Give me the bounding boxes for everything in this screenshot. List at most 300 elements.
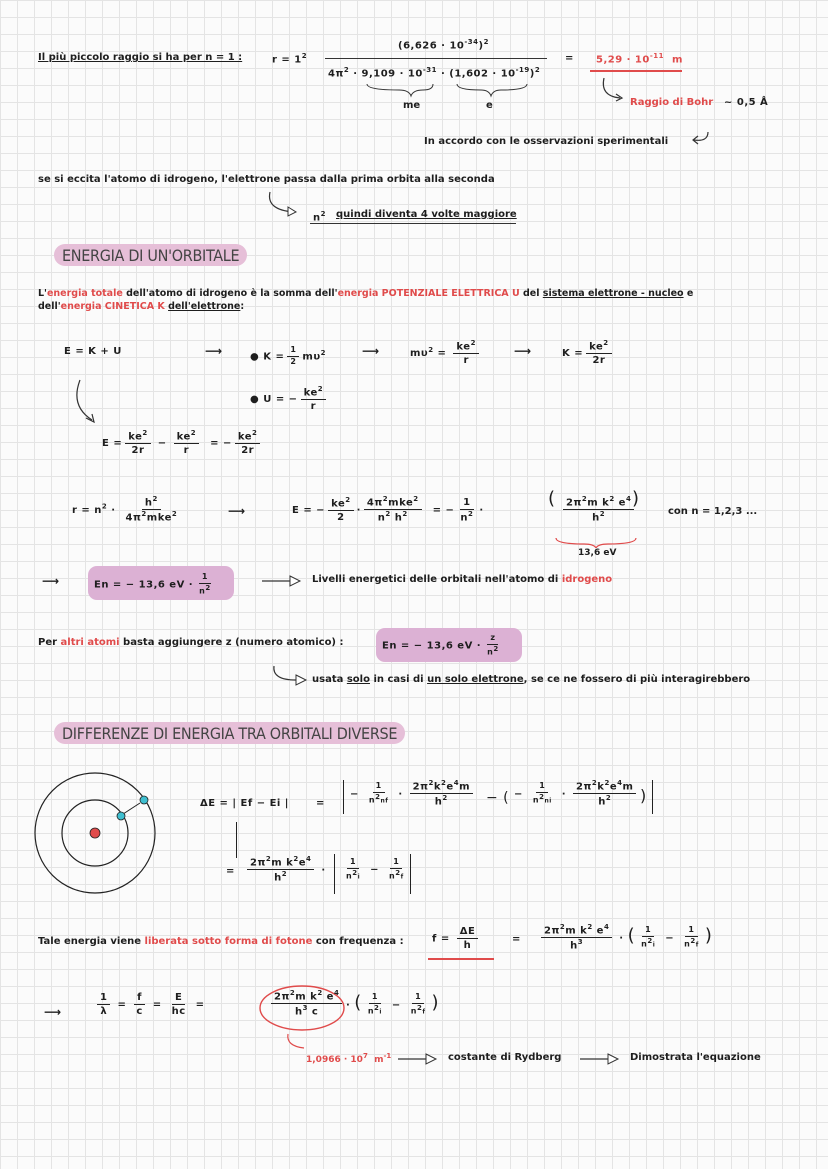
- ef-den: $n^2nf$: [368, 793, 389, 805]
- mv2-eq: mυ: [410, 348, 429, 360]
- arrow-right-icon: ⟶: [42, 574, 60, 588]
- eb2-num: [364, 496, 422, 510]
- u-ke2: ke: [303, 387, 318, 399]
- fq-d1-exp: 2: [647, 937, 653, 945]
- eb2-exp2: 2: [413, 495, 419, 503]
- fq-paren-r: ): [704, 924, 713, 946]
- p-ul1: sistema elettrone - nucleo: [542, 288, 684, 299]
- p-mid1: dell'atomo di idrogeno è la somma dell': [122, 288, 338, 299]
- e-sum-frac3: [235, 430, 261, 456]
- k-res-fraction: [586, 340, 612, 366]
- final-expression: $\frac{2\pi^2m k^2e^4}{h^2}$ ·: [244, 856, 326, 884]
- r-frac-num: [142, 496, 161, 510]
- es-minus: −: [157, 438, 167, 450]
- arrow-right-icon: ⟶: [228, 504, 246, 518]
- mv2: mυ: [302, 351, 321, 363]
- ei-term: − $\frac{1}{n^2ni}$ · $\frac{2\pi^2k^2e^4m}{h^2}$: [514, 780, 639, 808]
- cf-mk: m k: [587, 497, 610, 509]
- return-arrow-icon: [690, 128, 712, 148]
- ef-nf: nf: [380, 797, 389, 805]
- ef-den-exp: 2: [375, 793, 381, 801]
- u-eq: U = −: [263, 394, 298, 406]
- ry-d1-num: 1: [369, 993, 381, 1004]
- ei2-e1: 2: [591, 779, 598, 787]
- freq-expression: $\frac{2\pi^2m k^2 e^4}{h^3}$ · ( $\frac{1}{n^2i}$ − $\frac{1}{n^2f}$ ): [538, 924, 712, 952]
- fq-d2-exp: 2: [690, 937, 696, 945]
- arrow-hollow-icon: [262, 574, 302, 588]
- ei-frac2: [573, 780, 636, 808]
- e-equals-k-u: E = K + U: [64, 346, 122, 357]
- r-den-mke: mke: [146, 512, 172, 524]
- equals-sign: =: [565, 53, 574, 64]
- r-h-exp: 2: [152, 495, 158, 503]
- eb1-exp: 2: [345, 495, 351, 504]
- d1: [343, 858, 363, 881]
- p-ul2: dell'elettrone: [168, 301, 241, 312]
- en-eq: En = − 13,6 eV ·: [94, 579, 194, 591]
- e-label: e: [486, 100, 493, 111]
- ry-d2-den: $n^2f$: [410, 1004, 426, 1016]
- rydberg-value: [306, 1052, 391, 1065]
- section-heading-differenze: DIFFERENZE DI ENERGIA TRA ORBITALI DIVERSE: [54, 722, 405, 744]
- k-res-exp: 2: [603, 339, 609, 347]
- eb1-num: [328, 497, 354, 511]
- quadruple-underline: [310, 223, 516, 224]
- l-frac3: [169, 992, 189, 1017]
- es3-ke2: ke: [237, 431, 253, 443]
- ei-num: 1: [536, 782, 548, 793]
- u-equation: ● U = − $\frac{ke^2}{r}$: [250, 386, 329, 412]
- eb-frac2: [364, 496, 422, 524]
- emission-red: liberata sotto forma di fotone: [144, 936, 313, 947]
- k-eq: K =: [263, 351, 285, 363]
- other-atoms-text: [38, 637, 343, 648]
- approx-value: ~ 0,5 Å: [724, 97, 769, 108]
- eb-frac1: [328, 497, 354, 523]
- r-lhs: [272, 52, 307, 65]
- abs-bar-right: [652, 780, 653, 814]
- arrow-right-icon: ⟶: [44, 1005, 62, 1019]
- fe-e3: 4: [305, 855, 312, 863]
- eb3-den: $n^2$: [460, 509, 474, 523]
- half-fraction: [287, 346, 299, 367]
- fq-d2-f: f: [695, 941, 699, 949]
- es2-ke2: ke: [176, 431, 191, 443]
- p2-end: :: [240, 301, 245, 312]
- ry-hexp: 3: [302, 1004, 308, 1013]
- ni-nf-diff: $\frac{1}{n^2i}$ − $\frac{1}{n^2f}$: [340, 858, 410, 881]
- p2-start: dell': [38, 301, 61, 312]
- ry-num: $2\pi^2m$ $k^2$ $e^4$: [271, 990, 342, 1004]
- es3-exp: 2: [252, 429, 258, 437]
- num-exp: -34: [464, 38, 479, 46]
- es2-exp: 2: [190, 429, 197, 437]
- ry-paren-r: ): [431, 992, 440, 1013]
- fq-den: [567, 938, 586, 951]
- demo-label: Dimostrata l'equazione: [630, 1052, 761, 1063]
- bohr-denominator: [328, 66, 540, 79]
- cf-h-exp: 2: [599, 510, 606, 519]
- e-big: E = −: [292, 504, 326, 516]
- fq-h: h: [570, 940, 578, 952]
- l2-num: f: [134, 992, 145, 1005]
- eb3-exp: 2: [467, 509, 474, 518]
- ei-term-open: − (: [486, 790, 510, 806]
- p-end1: e: [683, 288, 694, 299]
- intro-text: Il più piccolo raggio si ha per n = 1 :: [38, 52, 243, 63]
- ry-den: $h^3$ c: [294, 1004, 319, 1018]
- en2-num: z: [487, 634, 498, 645]
- p-start: L': [38, 288, 47, 299]
- fe-e1: 2: [265, 855, 272, 863]
- fq-paren-l: (: [627, 924, 636, 946]
- result-underline: [590, 70, 682, 72]
- ei2-hexp: 2: [605, 794, 612, 803]
- cf-e: e: [618, 497, 626, 509]
- fq-e1: 2: [559, 923, 566, 931]
- frequency-underline: [428, 958, 494, 960]
- e-sum-equation: [102, 430, 263, 456]
- other-pre: Per: [38, 637, 61, 648]
- other-red: altri atomi: [60, 637, 120, 648]
- emission-text: [38, 936, 404, 947]
- rydberg-fraction: [268, 990, 345, 1018]
- arrow-filled-icon: [580, 1052, 620, 1066]
- fq-d2-den: $n^2f$: [684, 937, 699, 949]
- u-fraction: [301, 386, 327, 412]
- n2-exp: 2: [320, 210, 326, 218]
- ry-d2-f: f: [422, 1008, 426, 1016]
- es2-den: r: [183, 445, 190, 457]
- emission-post: con frequenza :: [312, 936, 404, 947]
- r-eq: r = n: [72, 504, 102, 516]
- r-frac: [123, 496, 181, 524]
- curve-arrow-used: [270, 664, 310, 690]
- curve-arrow-down: [72, 378, 102, 428]
- ry-frac: [271, 990, 342, 1018]
- arrow-right-icon: ⟶: [514, 344, 532, 358]
- section-heading-energia: ENERGIA DI UN'ORBITALE: [54, 244, 247, 266]
- fq-d1-den: $n^2i$: [641, 937, 656, 949]
- ei2-den: $h^2$: [598, 794, 612, 808]
- ef-frac1: [366, 782, 391, 805]
- d2: [386, 858, 407, 881]
- value-136: 13,6 eV: [578, 548, 617, 558]
- ry-paren-l: (: [354, 992, 362, 1013]
- ei2-num: $2\pi^2k^2e^4m$: [573, 780, 636, 794]
- k-res: K =: [562, 348, 584, 360]
- used-mid: in casi di: [369, 674, 428, 685]
- agreement-text: In accordo con le osservazioni sperimentali: [424, 136, 669, 147]
- quadruple-text: quindi diventa 4 volte maggiore: [336, 209, 517, 220]
- ei2-e2: 2: [604, 779, 610, 787]
- paren-left: (: [548, 488, 556, 509]
- u-num: [301, 386, 327, 400]
- final-equals: =: [226, 866, 235, 877]
- r-den-exp2: 2: [171, 510, 178, 519]
- den-mid: · 9,109 · 10: [349, 68, 423, 80]
- cf-den: [589, 510, 608, 523]
- ef2-num: $2\pi^2k^2e^4m$: [410, 780, 473, 794]
- energy-paragraph-line1: [38, 288, 693, 299]
- delta-e-equals: =: [316, 798, 325, 809]
- ef2-e3: 4: [453, 779, 460, 787]
- n-squared: [313, 210, 326, 223]
- bohr-radius-label: Raggio di Bohr: [630, 97, 714, 108]
- fq-d1: [638, 926, 658, 949]
- k-res-ke2: ke: [589, 341, 604, 353]
- ry-e1: 2: [289, 989, 296, 997]
- used-ul2: un solo elettrone: [427, 674, 524, 685]
- fe-e2: 2: [293, 855, 299, 863]
- r-eq-exp: 2: [101, 502, 108, 511]
- den-close-exp: 2: [534, 66, 541, 74]
- ry-h: h: [294, 1006, 303, 1018]
- d1-den: $n^2i$: [346, 868, 361, 881]
- lambda-equation: $\frac{1}{\lambda}$ = $\frac{f}{c}$ = $\frac{E}{hc}$ =: [94, 992, 205, 1017]
- d2-den: $n^2f$: [388, 868, 404, 881]
- k-result: [562, 340, 615, 366]
- es1-num: [125, 430, 151, 444]
- u-exp: 2: [317, 385, 324, 393]
- r-lhs-text: r = 1: [272, 54, 302, 66]
- ef2-e2: 2: [441, 779, 447, 787]
- cf-2pi: 2π: [566, 497, 582, 509]
- es3-num: [235, 430, 261, 444]
- half-num: 1: [287, 346, 299, 357]
- n-values: con n = 1,2,3 ...: [668, 506, 758, 517]
- ei-term-close: ): [640, 786, 647, 805]
- l2-den: c: [136, 1006, 143, 1017]
- l-frac1: [97, 992, 110, 1017]
- ryv-unit: m: [374, 1055, 384, 1065]
- d2-num: 1: [390, 858, 402, 869]
- k-res-num: [586, 340, 612, 354]
- e-sum: E =: [102, 438, 123, 450]
- cf-exp3: 4: [625, 495, 632, 503]
- emission-pre: Tale energia viene: [38, 936, 145, 947]
- ef2-hexp: 2: [442, 794, 448, 803]
- e-sum-frac1: [125, 430, 151, 456]
- fq-d2-num: 1: [685, 926, 697, 937]
- r-h: h: [144, 497, 153, 509]
- num-close: ): [478, 40, 484, 52]
- u-den: r: [310, 401, 317, 413]
- l3-den: hc: [171, 1006, 186, 1017]
- cf-h: h: [592, 512, 600, 524]
- result-exp: -11: [649, 52, 665, 60]
- curve-arrow-bohr: [598, 76, 628, 104]
- r-den: r: [463, 355, 469, 367]
- es3-den: 2r: [241, 445, 255, 457]
- e-sum-frac2: [174, 430, 200, 456]
- e-big-equation: E = − $\frac{ke^2}{2}$ · $\frac{4\pi^2mke^2}{n^2 h^2}$ = − $\frac{1}{n^2}$ ·: [292, 495, 484, 524]
- eb2-exp: 2: [382, 495, 389, 503]
- ef-term: − $\frac{1}{n^2nf}$ · $\frac{2\pi^2k^2e^4m}{h^2}$: [350, 780, 476, 808]
- k-equation: ● K = $\frac{1}{2}$ $m\upsilon^2$: [250, 345, 326, 366]
- abs-bar-right2: [410, 854, 411, 894]
- ef2-den: $h^2$: [434, 794, 448, 808]
- fq-d1-num: 1: [642, 926, 654, 937]
- used-post: , se ce ne fossero di più interagirebbero: [523, 674, 751, 685]
- d1-num: 1: [347, 858, 359, 869]
- ef2-e1: 2: [428, 779, 434, 787]
- es1-den: 2r: [131, 445, 145, 457]
- ry-d1-den: $n^2i$: [367, 1004, 382, 1016]
- num-text: (6,626 · 10: [398, 40, 465, 52]
- p-red3: energia CINETICA K: [60, 301, 165, 312]
- fq-d1-i: i: [652, 941, 656, 949]
- l-frac2: [133, 992, 145, 1017]
- num-square: 2: [483, 38, 489, 46]
- en-num: 1: [199, 573, 211, 584]
- ryv-text: 1,0966 · 10: [306, 1055, 363, 1065]
- excite-text: se si eccita l'atomo di idrogeno, l'elettrone passa dalla prima orbita alla seconda: [38, 174, 495, 185]
- fe-frac: [247, 856, 314, 884]
- eb2-mke: mke: [388, 497, 414, 509]
- d2-f: f: [400, 873, 404, 881]
- fe-num: $2\pi^2m$ $k^2e^4$: [247, 856, 314, 870]
- mv2-exp: 2: [320, 348, 326, 357]
- rydberg-diff: · ( $\frac{1}{n^2i}$ − $\frac{1}{n^2f}$ ): [346, 992, 440, 1016]
- ei2-e3: 4: [617, 779, 623, 787]
- underbraces: [365, 82, 545, 98]
- ry-d2-exp: 2: [417, 1004, 423, 1013]
- atom-orbits-diagram: [32, 770, 158, 896]
- p-red1: energia totale: [46, 288, 123, 299]
- ei-ni: ni: [544, 797, 552, 805]
- abs-bar-left2: [334, 854, 335, 894]
- ke2-exp: 2: [470, 339, 476, 347]
- eb2-den: $n^2$ $h^2$: [377, 510, 408, 524]
- ef-frac2: [410, 780, 473, 808]
- freq-equals: =: [512, 934, 521, 945]
- me-exp: -31: [422, 66, 437, 74]
- en-den: $n^2$: [199, 583, 211, 596]
- frequency-eq: [432, 926, 481, 951]
- en2-den-exp: 2: [493, 644, 499, 653]
- bohr-fraction-line: [325, 58, 547, 59]
- bohr-numerator: [398, 38, 489, 51]
- eb2-n: n: [377, 512, 386, 524]
- ef-num: 1: [373, 782, 385, 793]
- abs-bar-left: [343, 780, 344, 814]
- ry-d2-num: 1: [412, 993, 424, 1004]
- levels-text: [312, 574, 612, 585]
- paren-right: ): [632, 488, 640, 509]
- fe-2pi: 2π: [250, 857, 266, 869]
- result-text: 5,29 · 10: [596, 54, 650, 66]
- f-frac: [457, 926, 479, 951]
- vertical-line: [236, 822, 237, 858]
- levels-main: Livelli energetici delle orbitali nell'atomo di: [312, 574, 562, 585]
- es1-exp: 2: [142, 429, 148, 437]
- f-den: h: [463, 940, 472, 951]
- k-res-den: 2r: [592, 355, 606, 367]
- r-exp: 2: [301, 52, 308, 60]
- energy-paragraph-line2: [38, 301, 244, 312]
- f-eq: f =: [432, 933, 450, 945]
- other-post: basta aggiungere z (numero atomico) :: [119, 637, 344, 648]
- mv2-eq-exp: 2: [428, 345, 434, 354]
- l1-den: λ: [100, 1006, 108, 1017]
- l3-num: E: [172, 992, 185, 1005]
- ke2-r-fraction: [453, 340, 479, 366]
- constant-underbrace: [554, 536, 638, 548]
- arrow-hollow-icon: [398, 1052, 438, 1066]
- ryv-exp: 7: [362, 1052, 368, 1060]
- r-n2-equation: $r = n^2$ · $\frac{h^2}{4\pi^2mke^2}$: [72, 496, 183, 524]
- f-num: ΔE: [457, 926, 479, 939]
- rydberg-pointer-icon: [284, 1032, 310, 1054]
- en-den-exp: 2: [205, 583, 211, 592]
- en2-den: $n^2$: [487, 644, 499, 657]
- cf-num: [563, 496, 634, 510]
- cf-exp1: 2: [581, 495, 588, 503]
- fq-num: $2\pi^2m$ $k^2$ $e^4$: [541, 924, 612, 938]
- d2-exp: 2: [395, 868, 401, 877]
- es-eq-minus: = −: [210, 438, 232, 450]
- bohr-result: [596, 52, 683, 65]
- es2-num: [174, 430, 200, 444]
- ry-d2: [408, 993, 429, 1016]
- eb2-n-exp: 2: [385, 510, 391, 519]
- fq-d2: [681, 926, 702, 949]
- ry-e3: 4: [333, 989, 340, 997]
- eb1-den: 2: [337, 512, 345, 523]
- delta-e-lhs: ΔE = | Ef − Ei |: [200, 798, 289, 809]
- used-text: [312, 674, 750, 685]
- ry-d1: [365, 993, 385, 1016]
- me-label: me: [403, 100, 421, 111]
- mv2-equation: $m\upsilon^2$ = $\frac{ke^2}{r}$: [410, 340, 482, 366]
- result-unit: m: [671, 54, 683, 66]
- used-pre: usata: [312, 674, 347, 685]
- eb1-ke2: ke: [331, 498, 346, 509]
- ei-den: $n^2ni$: [532, 793, 552, 805]
- en2-equation: [382, 634, 505, 657]
- fe-hexp: 2: [281, 870, 288, 879]
- en-equation: [94, 573, 217, 596]
- p-mid2: del: [519, 288, 543, 299]
- ke2-num: [453, 340, 479, 354]
- arrow-right-icon: ⟶: [205, 344, 223, 358]
- ei-frac1: [530, 782, 555, 805]
- den-close: ): [529, 68, 535, 80]
- fq-frac: [541, 924, 612, 952]
- half-den: 2: [290, 356, 297, 366]
- r-den-4pi: 4π: [125, 512, 142, 524]
- ry-d1-exp: 2: [374, 1004, 380, 1013]
- en2-frac: [484, 634, 502, 657]
- rydberg-label: costante di Rydberg: [448, 1052, 562, 1063]
- p-red2: energia POTENZIALE ELETTRICA U: [337, 288, 520, 299]
- fe-k: k: [286, 857, 294, 869]
- used-ul1: solo: [346, 674, 370, 685]
- cf-frac: [563, 496, 634, 524]
- eb2-4pi: 4π: [366, 497, 383, 509]
- d1-i: i: [357, 873, 361, 881]
- den-pre-exp: 2: [343, 66, 350, 74]
- eb3-num: 1: [460, 497, 473, 510]
- fq-e3: 4: [603, 923, 610, 931]
- den-pre: 4π: [328, 68, 344, 80]
- levels-red: idrogeno: [561, 574, 613, 585]
- ke2-text: ke: [456, 341, 471, 353]
- n2-text: n: [313, 212, 321, 224]
- l1-num: 1: [97, 992, 110, 1005]
- e-exp: -19: [515, 66, 530, 74]
